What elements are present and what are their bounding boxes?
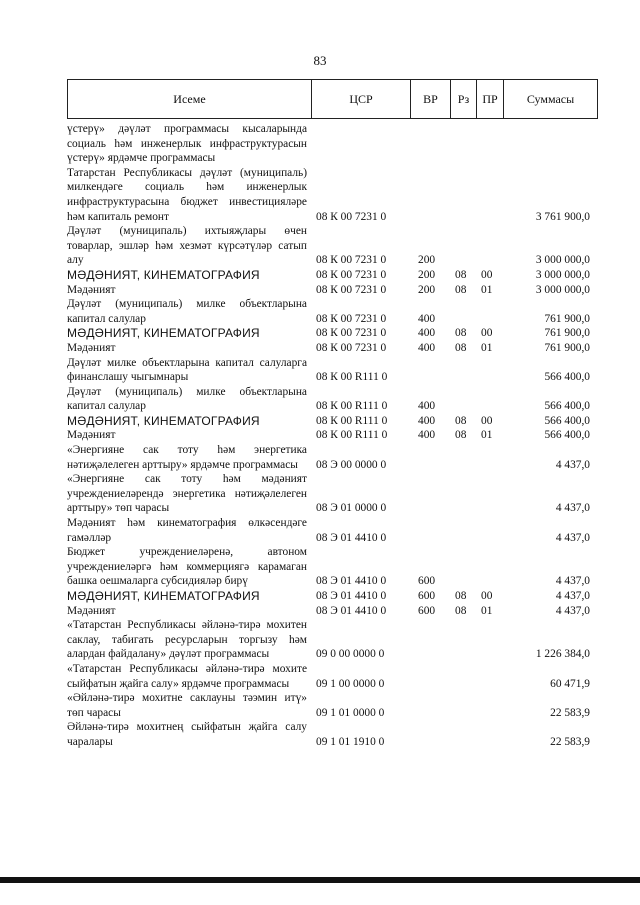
row-name: Дәүләт (муниципаль) милке объектларына капитал салулар	[67, 298, 307, 325]
row-csr: 08 Э 00 0000 0	[316, 458, 387, 471]
row-name: Мәдәният	[67, 429, 116, 442]
row-csr: 08 К 00 R111 0	[316, 371, 388, 384]
row-pr: 01	[481, 283, 493, 296]
row-name: Мәдәният	[67, 341, 116, 354]
row-sum: 3 761 900,0	[535, 210, 590, 223]
row-csr: 09 0 00 0000 0	[316, 648, 385, 661]
table-row	[67, 356, 598, 385]
table-row	[67, 618, 598, 662]
table-row	[67, 166, 598, 224]
table-row	[67, 472, 598, 516]
row-name: «Татарстан Республикасы әйләнә-тирә мохите сыйфатын җайга салу» ярдәмче программасы	[67, 662, 307, 690]
row-csr: 08 К 00 7231 0	[316, 254, 387, 267]
row-name: МӘДӘНИЯТ, КИНЕМАТОГРАФИЯ	[67, 267, 260, 282]
row-sum: 4 437,0	[555, 604, 590, 617]
row-sum: 761 900,0	[544, 341, 590, 354]
row-name: «Татарстан Республикасы әйләнә-тирә мохитен саклау, табигать ресурсларын торгызу һәм алардан файдалану» дәүләт программасы	[67, 619, 307, 661]
row-sum: 4 437,0	[555, 531, 590, 544]
row-rz: 08	[455, 604, 467, 617]
table-row	[67, 691, 598, 720]
table-row	[67, 283, 598, 298]
table-row	[67, 326, 598, 341]
row-sum: 566 400,0	[544, 371, 590, 384]
row-csr: 08 К 00 R111 0	[316, 400, 388, 413]
table-row	[67, 122, 598, 166]
row-vr: 200	[418, 283, 436, 296]
table-row	[67, 414, 598, 429]
row-sum: 3 000 000,0	[535, 283, 590, 296]
row-name: Дәүләт (муниципаль) милке объектларына капитал салулар	[67, 385, 307, 413]
row-name: МӘДӘНИЯТ, КИНЕМАТОГРАФИЯ	[67, 326, 260, 341]
row-sum: 566 400,0	[544, 414, 590, 427]
row-sum: 3 000 000,0	[535, 268, 590, 281]
row-csr: 08 Э 01 4410 0	[316, 575, 387, 588]
row-csr: 08 К 00 7231 0	[316, 312, 387, 325]
table-row	[67, 604, 598, 619]
scan-edge-bar	[0, 877, 640, 883]
row-csr: 08 К 00 7231 0	[316, 283, 387, 296]
table-row	[67, 720, 598, 749]
row-name: «Энергияне сак тоту һәм мәдәният учреждениеләрендә энергетика нәтиҗәлелеген арттыру» төп чарасы	[67, 473, 307, 515]
row-vr: 400	[418, 327, 436, 340]
row-name: МӘДӘНИЯТ, КИНЕМАТОГРАФИЯ	[67, 413, 260, 428]
table-row	[67, 341, 598, 356]
header-pr: ПР	[477, 80, 504, 118]
row-name: үстерү» дәүләт программасы кысаларында социаль һәм инженерлык инфраструктурасын үстерү» ярдәмче программасы	[67, 123, 307, 165]
table-row	[67, 516, 598, 545]
row-sum: 22 583,9	[550, 706, 590, 719]
row-name: «Әйләнә-тирә мохитне саклауны тәэмин итү» төп чарасы	[67, 692, 307, 719]
row-sum: 4 437,0	[555, 502, 590, 515]
row-csr: 08 К 00 7231 0	[316, 268, 387, 281]
row-rz: 08	[455, 283, 467, 296]
row-rz: 08	[455, 341, 467, 354]
row-rz: 08	[455, 590, 467, 602]
row-name: Дәүләт (муниципаль) ихтыяҗлары өчен товарлар, эшләр һәм хезмәт күрсәтүләр сатып алу	[67, 225, 307, 267]
row-pr: 01	[481, 429, 493, 442]
row-sum: 566 400,0	[544, 400, 590, 413]
row-sum: 4 437,0	[555, 590, 590, 602]
row-vr: 400	[418, 341, 436, 354]
row-csr: 08 Э 01 4410 0	[316, 604, 387, 617]
table-row	[67, 297, 598, 326]
row-csr: 08 Э 01 4410 0	[316, 590, 387, 602]
row-pr: 01	[481, 604, 493, 617]
row-csr: 08 Э 01 4410 0	[316, 531, 387, 544]
table-row	[67, 662, 598, 691]
row-rz: 08	[455, 429, 467, 442]
row-rz: 08	[455, 414, 467, 427]
row-name: Татарстан Республикасы дәүләт (муниципаль) милкендәге социаль һәм инженерлык инфраструктурасына бюджет инвестицияләре һәм капиталь ремонт	[67, 166, 307, 223]
row-sum: 4 437,0	[555, 575, 590, 588]
row-csr: 08 К 00 7231 0	[316, 341, 387, 354]
row-name: Мәдәният	[67, 604, 116, 617]
row-rz: 08	[455, 327, 467, 340]
row-csr: 08 К 00 R111 0	[316, 414, 388, 427]
table-row	[67, 443, 598, 472]
row-csr: 08 К 00 7231 0	[316, 327, 387, 340]
header-name: Исеме	[68, 80, 312, 118]
row-pr: 00	[481, 268, 493, 281]
header-vr: ВР	[411, 80, 451, 118]
table-row	[67, 268, 598, 283]
row-pr: 01	[481, 341, 493, 354]
row-vr: 600	[418, 575, 436, 588]
row-sum: 3 000 000,0	[535, 254, 590, 267]
row-sum: 22 583,9	[550, 735, 590, 748]
row-vr: 400	[418, 400, 436, 413]
row-vr: 400	[418, 414, 436, 427]
row-pr: 00	[481, 414, 493, 427]
row-vr: 400	[418, 312, 436, 325]
table-row	[67, 385, 598, 414]
row-name: МӘДӘНИЯТ, КИНЕМАТОГРАФИЯ	[67, 589, 260, 603]
row-sum: 4 437,0	[555, 458, 590, 471]
row-sum: 761 900,0	[544, 312, 590, 325]
row-name: Бюджет учреждениеләренә, автоном учреждениеләргә һәм коммерциягә карамаган башка оешмаларга субсидияләр бирү	[67, 546, 307, 588]
row-name: Мәдәният	[67, 283, 116, 296]
row-vr: 600	[418, 604, 436, 617]
row-vr: 200	[418, 268, 436, 281]
page-number: 83	[313, 53, 327, 68]
row-vr: 600	[418, 590, 436, 602]
header-csr: ЦСР	[312, 80, 411, 118]
header-rz: Рз	[451, 80, 477, 118]
row-rz: 08	[455, 268, 467, 281]
row-csr: 09 1 01 0000 0	[316, 706, 385, 719]
row-csr: 08 Э 01 0000 0	[316, 502, 387, 515]
row-name: Мәдәният һәм кинематография өлкәсендәге гамәлләр	[67, 517, 307, 544]
row-pr: 00	[481, 327, 493, 340]
table-row	[67, 545, 598, 589]
row-csr: 09 1 01 1910 0	[316, 735, 385, 748]
row-csr: 08 К 00 7231 0	[316, 210, 387, 223]
header-sum: Суммасы	[526, 91, 575, 106]
row-csr: 08 К 00 R111 0	[316, 429, 388, 442]
row-pr: 00	[481, 590, 493, 602]
table-row	[67, 589, 598, 604]
row-sum: 1 226 384,0	[535, 648, 590, 661]
row-vr: 400	[418, 429, 436, 442]
row-sum: 761 900,0	[544, 327, 590, 340]
row-name: Әйләнә-тирә мохитнең сыйфатын җайга салу чаралары	[67, 721, 307, 748]
table-row	[67, 224, 598, 268]
table-body	[67, 122, 598, 750]
row-sum: 60 471,9	[550, 677, 590, 690]
row-sum: 566 400,0	[544, 429, 590, 442]
table-row	[67, 428, 598, 443]
row-name: Дәүләт милке объектларына капитал салуларга финанслашу чыгымнары	[67, 356, 307, 384]
table-header	[67, 79, 598, 119]
row-csr: 09 1 00 0000 0	[316, 677, 385, 690]
row-name: «Энергияне сак тоту һәм энергетика нәтиҗәлелеген арттыру» ярдәмче программасы	[67, 444, 307, 471]
row-vr: 200	[418, 254, 436, 267]
